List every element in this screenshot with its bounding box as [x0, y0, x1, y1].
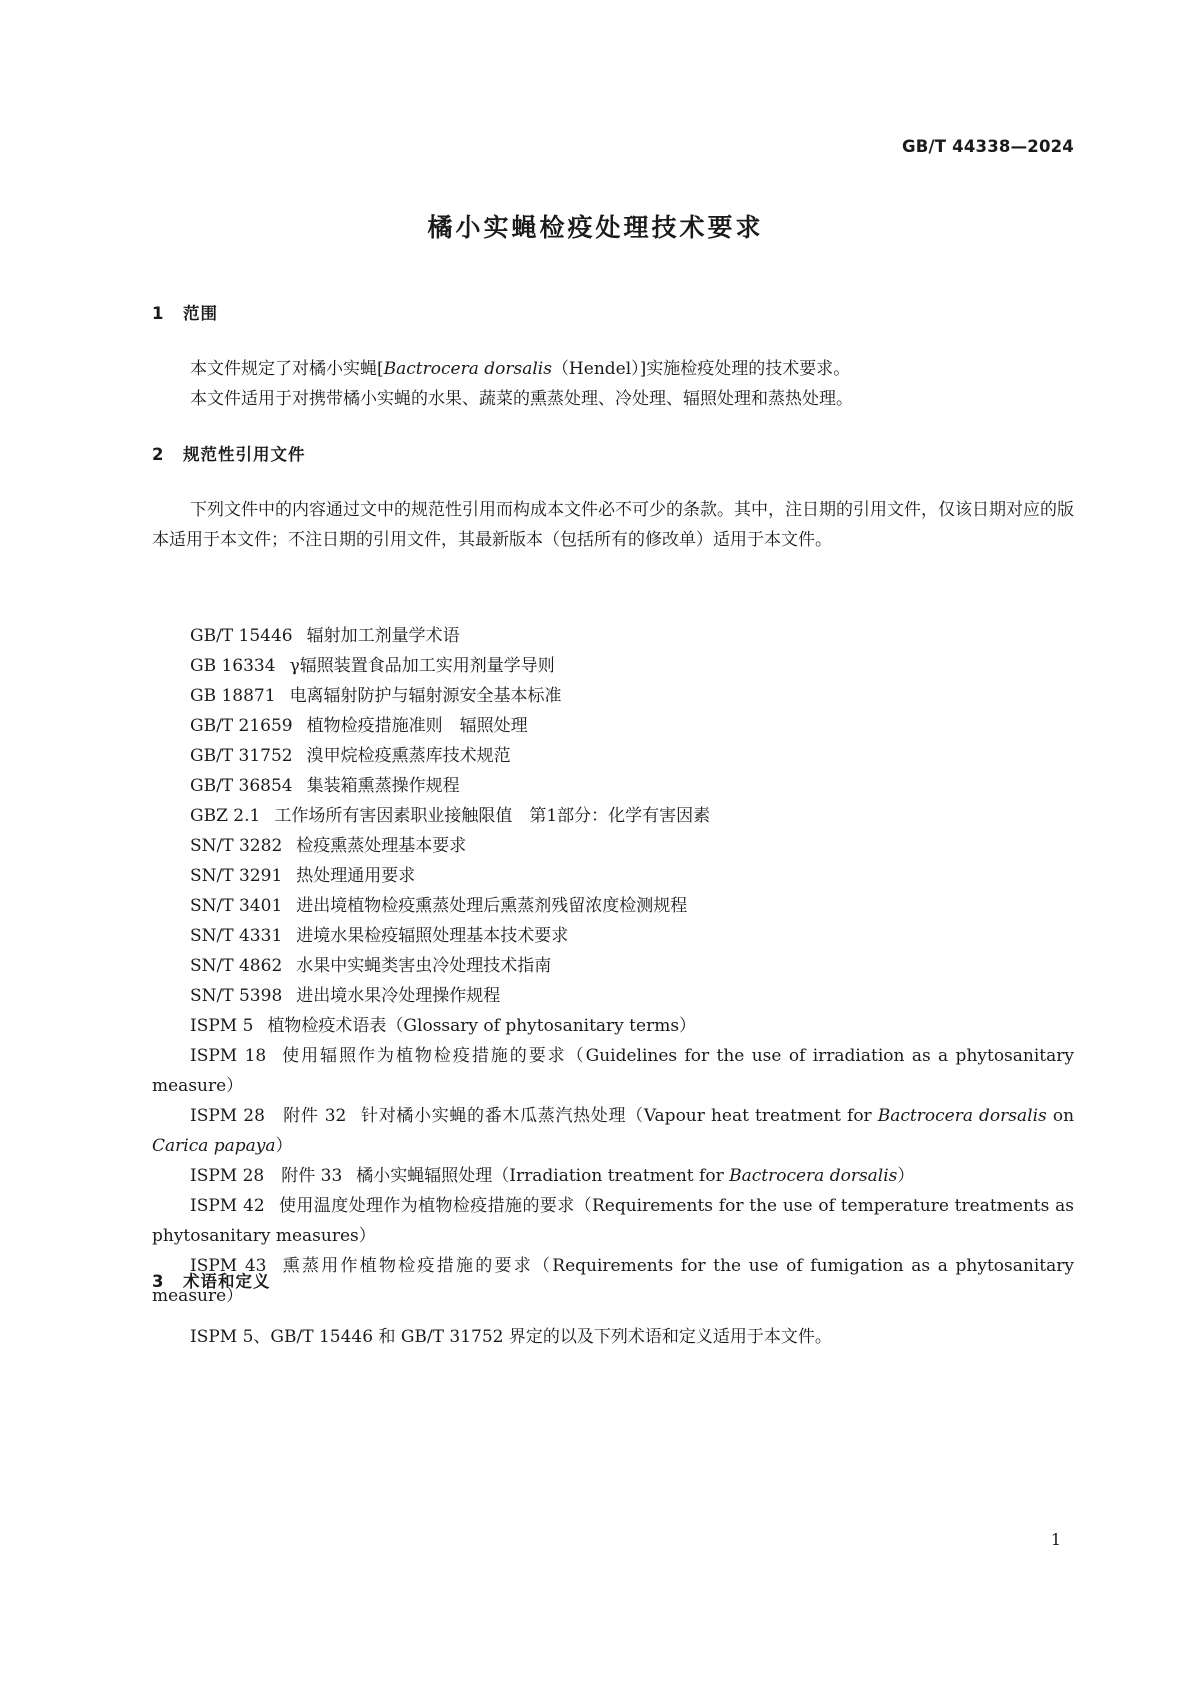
reference-title: 使用辐照作为植物检疫措施的要求（Guidelines for the use of irradiation as a phytosanitary measure） — [152, 1046, 1075, 1096]
page-title: 橘小实蝇检疫处理技术要求 — [427, 213, 764, 242]
reference-title: 辐射加工剂量学术语 — [306, 626, 460, 646]
reference-code: ISPM 43 — [190, 1256, 267, 1276]
reference-code: GB/T 36854 — [190, 776, 293, 796]
reference-title: 检疫熏蒸处理基本要求 — [296, 836, 467, 856]
reference-item — [152, 711, 1074, 741]
references-intro: 下列文件中的内容通过文中的规范性引用而构成本文件必不可少的条款。其中，注日期的引用文件，仅该日期对应的版本适用于本文件；不注日期的引用文件，其最新版本（包括所有的修改单）适用于本文件。 — [152, 500, 1074, 550]
standard-code: GB/T 44338—2024 — [902, 137, 1074, 156]
reference-item — [152, 651, 1074, 681]
reference-item — [152, 771, 1074, 801]
reference-item — [152, 861, 1074, 891]
reference-list — [152, 621, 1074, 1311]
scope-paragraph-1 — [152, 354, 1074, 384]
reference-title: 橘小实蝇辐照处理（Irradiation treatment for — [356, 1166, 730, 1186]
reference-title: 溴甲烷检疫熏蒸库技术规范 — [306, 746, 511, 766]
species-name: Bactrocera dorsalis — [383, 359, 552, 379]
reference-code: GB/T 21659 — [190, 716, 293, 736]
section-number: 3 — [152, 1272, 165, 1291]
reference-code: SN/T 3401 — [190, 896, 283, 916]
reference-item — [152, 831, 1074, 861]
reference-item — [152, 1251, 1074, 1311]
reference-title: 热处理通用要求 — [296, 866, 416, 886]
section-title: 术语和定义 — [183, 1272, 271, 1291]
scope-paragraph-2: 本文件适用于对携带橘小实蝇的水果、蔬菜的熏蒸处理、冷处理、辐照处理和蒸热处理。 — [190, 389, 853, 409]
reference-code: GB/T 31752 — [190, 746, 293, 766]
reference-title: 电离辐射防护与辐射源安全基本标准 — [289, 686, 562, 706]
section-number: 1 — [152, 304, 165, 323]
reference-code: SN/T 5398 — [190, 986, 283, 1006]
reference-code: GB 16334 — [190, 656, 276, 676]
reference-item — [152, 891, 1074, 921]
reference-code: ISPM 5 — [190, 1016, 254, 1036]
reference-item — [152, 621, 1074, 651]
reference-code: GB/T 15446 — [190, 626, 293, 646]
reference-code: SN/T 4331 — [190, 926, 283, 946]
section-2-heading — [152, 441, 306, 465]
reference-code: GBZ 2.1 — [190, 806, 261, 826]
reference-item — [152, 981, 1074, 1011]
reference-title: 进出境水果冷处理操作规程 — [296, 986, 501, 1006]
reference-title: 植物检疫术语表（Glossary of phytosanitary terms） — [267, 1016, 697, 1036]
reference-item — [152, 951, 1074, 981]
text-run: ） — [275, 1136, 293, 1156]
section-number: 2 — [152, 445, 165, 464]
reference-code: SN/T 4862 — [190, 956, 283, 976]
reference-code: ISPM 18 — [190, 1046, 267, 1066]
reference-item — [152, 741, 1074, 771]
reference-item — [152, 921, 1074, 951]
reference-code: SN/T 3282 — [190, 836, 283, 856]
reference-title: 熏蒸用作植物检疫措施的要求（Requirements for the use of fumigation as a phytosanitary measure） — [152, 1256, 1074, 1306]
reference-code: GB 18871 — [190, 686, 276, 706]
reference-item — [152, 1011, 1074, 1041]
reference-code: ISPM 28 附件 33 — [190, 1166, 343, 1186]
reference-title: 进境水果检疫辐照处理基本技术要求 — [296, 926, 569, 946]
reference-title: 针对橘小实蝇的番木瓜蒸汽热处理（Vapour heat treatment for — [360, 1106, 878, 1126]
section-1-heading — [152, 300, 218, 324]
text-run: 本文件规定了对橘小实蝇[ — [190, 359, 384, 379]
reference-item — [152, 1101, 1074, 1161]
reference-title: 集装箱熏蒸操作规程 — [306, 776, 460, 796]
text-run: （Hendel）]实施检疫处理的技术要求。 — [551, 359, 851, 379]
reference-title: 植物检疫措施准则 辐照处理 — [306, 716, 528, 736]
reference-item — [152, 801, 1074, 831]
species-name: Bactrocera dorsalis — [729, 1166, 898, 1186]
text-run: ） — [897, 1166, 915, 1186]
section-3-heading — [152, 1268, 271, 1292]
reference-title: γ辐照装置食品加工实用剂量学导则 — [289, 656, 555, 676]
reference-item — [152, 681, 1074, 711]
reference-item — [152, 1161, 1074, 1191]
species-name: Bactrocera dorsalis — [877, 1106, 1047, 1126]
reference-title: 使用温度处理作为植物检疫措施的要求（Requirements for the use of temperature treatments as phytosanitary measures） — [152, 1196, 1075, 1246]
reference-code: ISPM 42 — [190, 1196, 265, 1216]
species-name: Carica papaya — [152, 1136, 276, 1156]
reference-item — [152, 1191, 1074, 1251]
reference-title: 工作场所有害因素职业接触限值 第1部分：化学有害因素 — [274, 806, 711, 826]
reference-title: 水果中实蝇类害虫冷处理技术指南 — [296, 956, 552, 976]
terms-paragraph: ISPM 5、GB/T 15446 和 GB/T 31752 界定的以及下列术语和定义适用于本文件。 — [190, 1327, 832, 1347]
reference-code: ISPM 28 附件 32 — [190, 1106, 347, 1126]
reference-code: SN/T 3291 — [190, 866, 283, 886]
reference-title: 进出境植物检疫熏蒸处理后熏蒸剂残留浓度检测规程 — [296, 896, 688, 916]
reference-item — [152, 1041, 1074, 1101]
section-title: 范围 — [183, 304, 218, 323]
text-run: on — [1046, 1106, 1075, 1126]
section-title: 规范性引用文件 — [183, 445, 306, 464]
page-number: 1 — [1050, 1530, 1061, 1549]
